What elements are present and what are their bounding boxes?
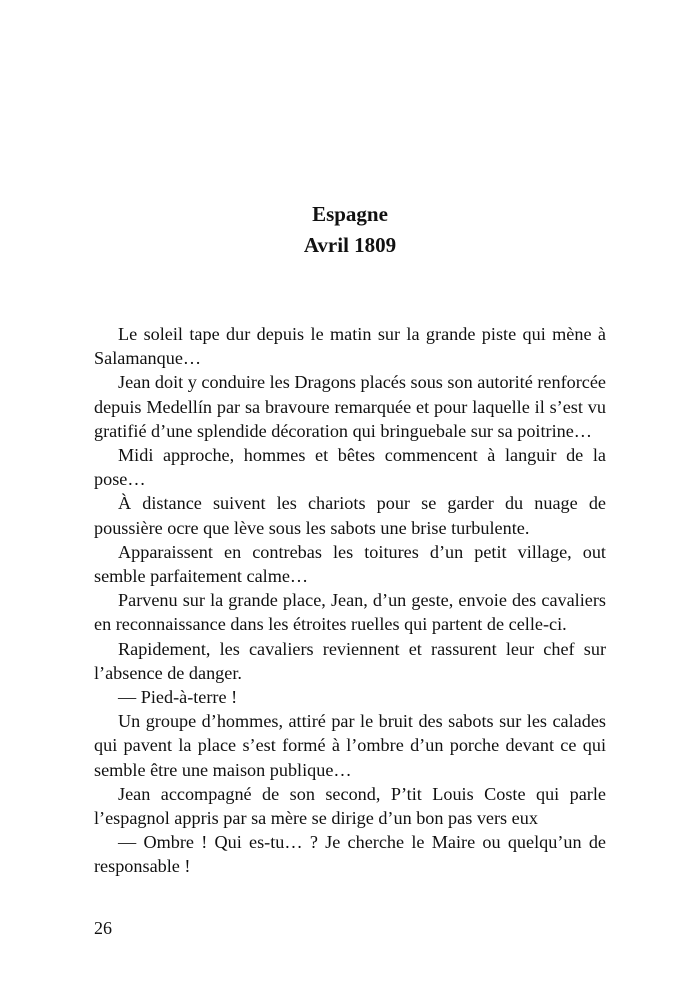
paragraph: Jean accompagné de son second, P’tit Louis Coste qui parle l’espagnol appris par sa mère se dirige d’un bon pas vers eux [94, 783, 606, 829]
chapter-heading [0, 199, 700, 261]
paragraph: Un groupe d’hommes, attiré par le bruit des sabots sur les calades qui pavent la place s’est formé à l’ombre d’un porche devant ce qui semble être une maison publique… [94, 711, 606, 780]
page-number: 26 [94, 918, 112, 938]
paragraph: Midi approche, hommes et bêtes commencent à languir de la pose… [94, 445, 606, 490]
chapter-heading-date: Avril 1809 [303, 233, 397, 257]
paragraph: Apparaissent en contrebas les toitures d’un petit village, out semble parfaitement calme… [94, 541, 606, 587]
dialogue-line: — Ombre ! Qui es-tu… ? Je cherche le Maire ou quelqu’un de responsable ! [94, 832, 606, 877]
paragraph: À distance suivent les chariots pour se garder du nuage de poussière ocre que lève sous les sabots une brise turbulente. [94, 493, 606, 538]
paragraph: Parvenu sur la grande place, Jean, d’un geste, envoie des cavaliers en reconnaissance dans les étroites ruelles qui partent de celle-ci. [94, 590, 606, 635]
paragraph: Le soleil tape dur depuis le matin sur la grande piste qui mène à Salamanque… [94, 324, 606, 369]
body-text [94, 322, 606, 879]
chapter-heading-place: Espagne [312, 202, 388, 226]
dialogue-line: — Pied-à-terre ! [118, 687, 238, 708]
paragraph: Jean doit y conduire les Dragons placés sous son autorité renforcée depuis Medellín par sa bravoure remarquée et pour laquelle il s’est vu gratifié d’une splendide décoration qui bringuebale sur sa poitrine… [94, 372, 606, 441]
paragraph: Rapidement, les cavaliers reviennent et rassurent leur chef sur l’absence de danger. [94, 638, 606, 683]
